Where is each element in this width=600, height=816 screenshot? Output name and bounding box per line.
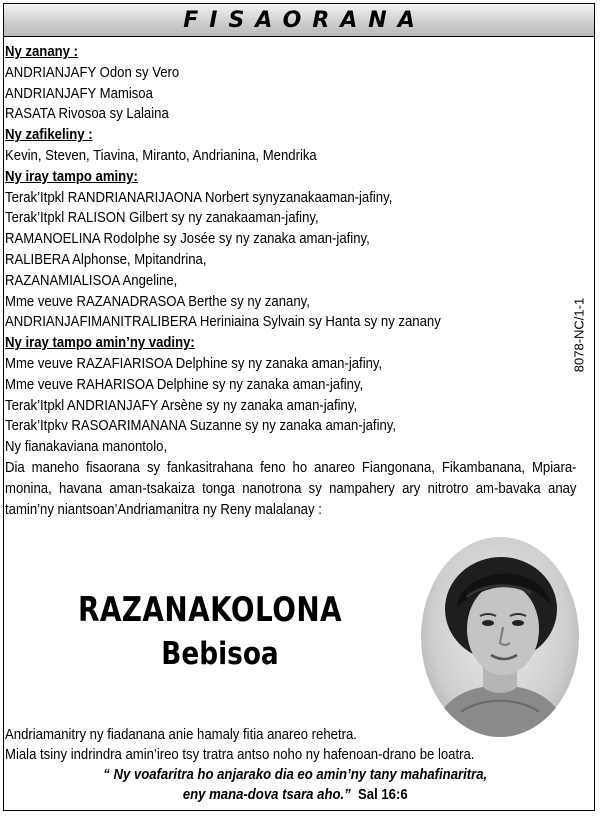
acknowledgement-line: Terak’Itpkl ANDRIANJAFY Arsène sy ny zanaka aman-jafiny, <box>5 397 358 414</box>
acknowledgement-line: RASATA Rivosoa sy Lalaina <box>5 106 169 123</box>
acknowledgement-line: ANDRIANJAFY Mamisoa <box>5 85 153 102</box>
deceased-given-name: Bebisoa <box>161 636 279 672</box>
section-heading: Ny zafikeliny : <box>5 127 93 144</box>
section-heading: Ny iray tampo amin’ny vadiny: <box>5 335 195 352</box>
portrait-photo <box>421 537 579 737</box>
acknowledgement-line: Kevin, Steven, Tiavina, Miranto, Andrianina, Mendrika <box>5 147 317 164</box>
quote-line-2-text: eny mana-dova tsara aho.” <box>182 787 351 803</box>
acknowledgement-line: Mme veuve RAHARISOA Delphine sy ny zanaka aman-jafiny, <box>5 376 364 393</box>
thanks-paragraph: Dia maneho fisaorana sy fankasitrahana feno ho anareo Fiangonana, Fikambanana, Mpiara-monina, havana aman-tsakaiza tonga nanotrona sy nampahery ary nitrotro am-bavaka anay tamin’ny niantsoan’Andriamanitra ny Reny malalanay : <box>5 459 577 518</box>
deceased-surname: RAZANAKOLONA <box>77 590 343 630</box>
acknowledgement-line: Terak’Itpkl RANDRIANARIJAONA Norbert synyzanakaaman-jafiny, <box>5 189 393 206</box>
portrait-illustration <box>421 537 579 737</box>
closing-line-1: Andriamanitry ny fiadanana anie hamaly fitia anareo rehetra. <box>5 727 357 743</box>
acknowledgement-line: ANDRIANJAFY Odon sy Vero <box>5 64 180 81</box>
quote-line-1: “ Ny voafaritra ho anjarako dia eo amin’ny tany mahafinaritra, <box>103 767 488 783</box>
acknowledgement-line: Terak’Itpkl RALISON Gilbert sy ny zanakaaman-jafiny, <box>5 210 319 227</box>
verse-reference: Sal 16:6 <box>358 787 408 803</box>
quote-line-2 <box>5 785 586 805</box>
reference-code: 8078-NC/1-1 <box>571 297 587 373</box>
section-heading: Ny iray tampo aminy: <box>5 168 138 185</box>
closing-text <box>5 725 527 805</box>
banner-title: FISAORANA <box>183 7 426 33</box>
acknowledgement-line: RAMANOELINA Rodolphe sy Josée sy ny zanaka aman-jafiny, <box>5 231 370 248</box>
acknowledgement-line: Mme veuve RAZANADRASOA Berthe sy ny zanany, <box>5 293 310 310</box>
title-banner <box>4 4 594 37</box>
section-heading: Ny zanany : <box>5 44 78 60</box>
bible-quote <box>5 765 586 805</box>
acknowledgement-line: RAZANAMIALISOA Angeline, <box>5 272 178 289</box>
closing-line-2: Miala tsiny indrindra amin’ireo tsy tratra antso noho ny hafenoan-drano be loatra. <box>5 747 475 763</box>
acknowledgement-body <box>5 42 577 520</box>
acknowledgement-line: RALIBERA Alphonse, Mpitandrina, <box>5 251 207 268</box>
acknowledgement-line: Mme veuve RAZAFIARISOA Delphine sy ny zanaka aman-jafiny, <box>5 355 383 372</box>
acknowledgement-line: ANDRIANJAFIMANITRALIBERA Heriniaina Sylvain sy Hanta sy ny zanany <box>5 314 441 331</box>
acknowledgement-line: Ny fianakaviana manontolo, <box>5 439 168 456</box>
acknowledgement-line: Terak’Itpkv RASOARIMANANA Suzanne sy ny zanaka aman-jafiny, <box>5 418 397 435</box>
